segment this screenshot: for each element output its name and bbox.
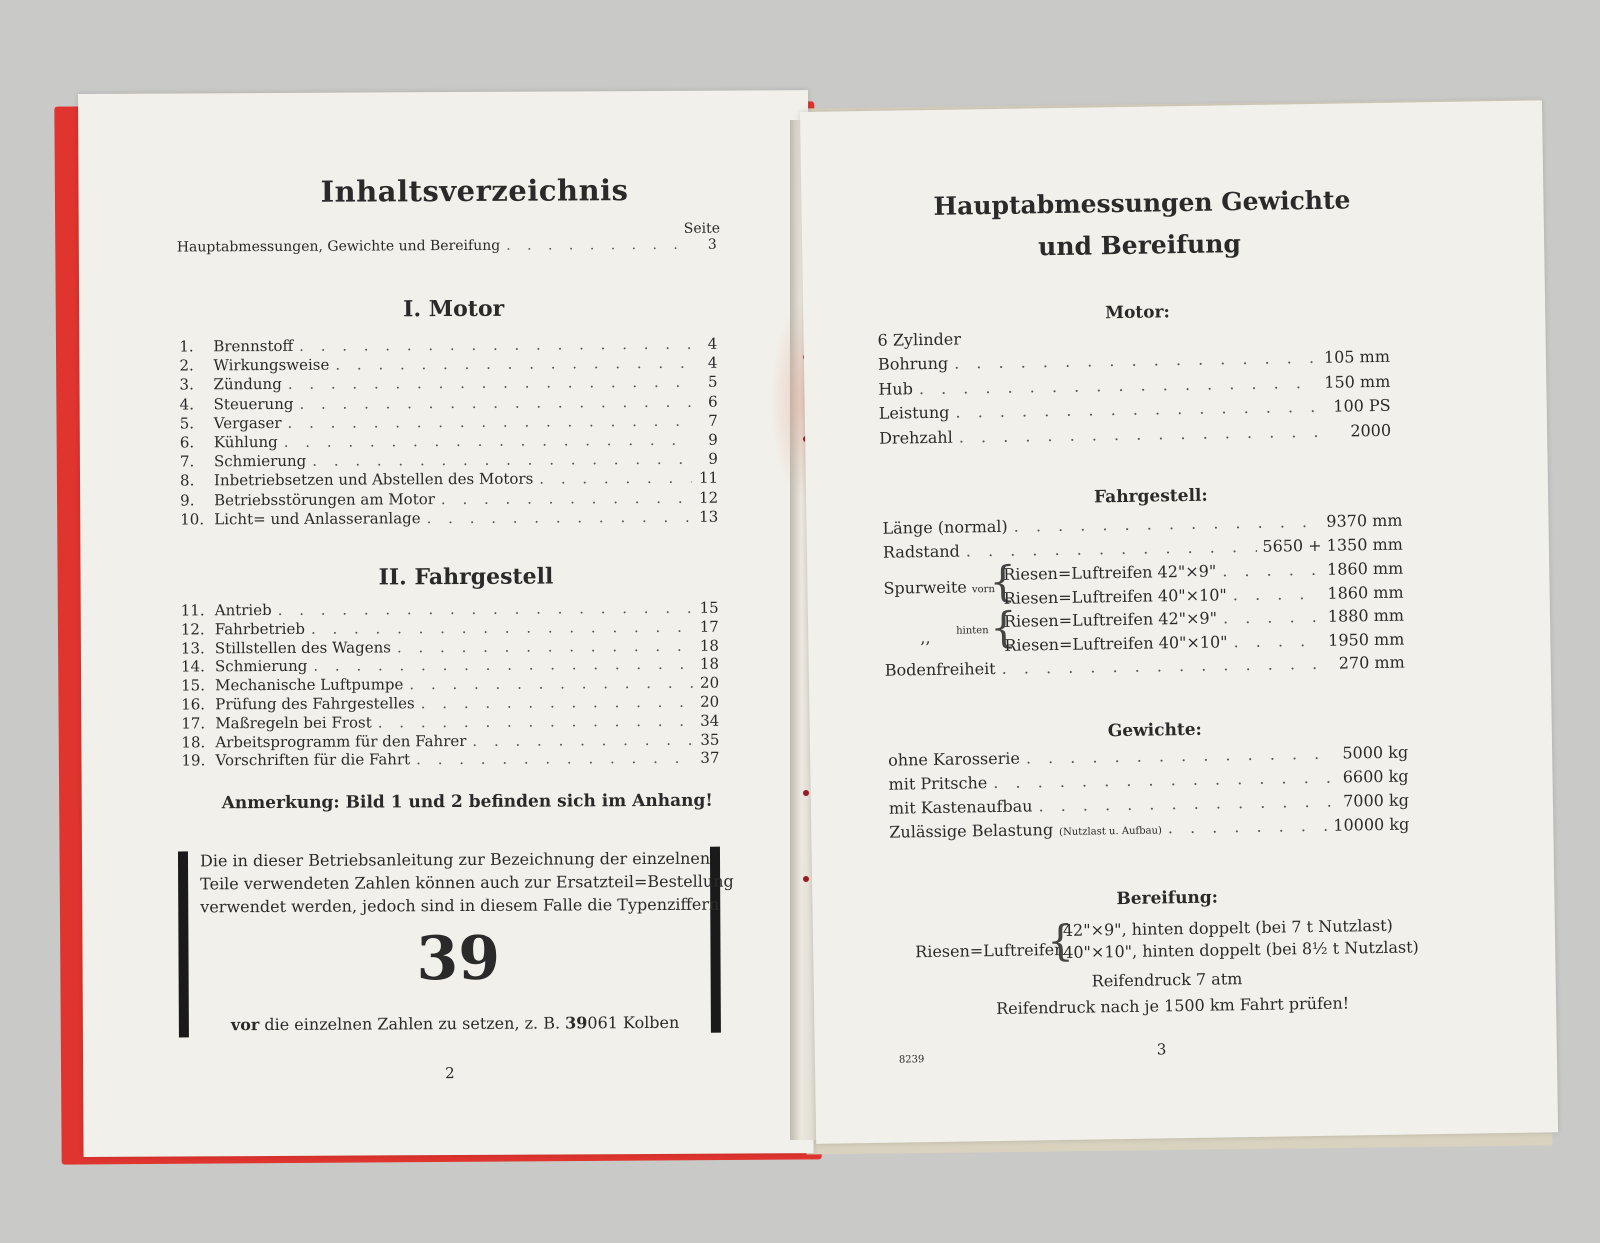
spurweite-row: Riesen=Luftreifen 40"×10" . . . 1950 mm <box>1004 629 1404 654</box>
toc-item: 7. Schmierung . . . 9 <box>180 450 718 471</box>
section-motor-title: I. Motor <box>403 295 505 323</box>
toc-item: 3. Zündung . . . 5 <box>179 373 717 394</box>
toc-item: 4. Steuerung . . . 6 <box>180 392 718 413</box>
toc-item: 2. Wirkungsweise . . . 4 <box>179 354 717 375</box>
box-text: Die in dieser Betriebsanleitung zur Bezeichnung der einzelnen Teile verwendeten Zahlen können auch zur Ersatzteil=Bestellung verwendet werden, jedoch sind in diesem Falle die Typenziffern <box>199 848 734 917</box>
toc-item: 1. Brennstoff . . . 4 <box>179 335 717 356</box>
cylinders: 6 Zylinder <box>877 329 962 350</box>
spurweite-row: Riesen=Luftreifen 40"×10" . . . 1860 mm <box>1004 582 1404 607</box>
motor-heading: Motor: <box>1105 302 1170 324</box>
left-page <box>78 90 814 1157</box>
gewicht-row: mit Pritsche . . . 6600 kg <box>888 767 1408 794</box>
bodenfreiheit-row: Bodenfreiheit . . . 270 mm <box>885 653 1405 680</box>
motor-spec-row: Bohrung . . . 105 mm <box>878 347 1390 374</box>
box-last-line: vor die einzelnen Zahlen zu setzen, z. B. 39061 Kolben <box>230 1012 680 1035</box>
toc-item: 6. Kühlung . . . 9 <box>180 431 718 452</box>
right-page-number: 3 <box>1156 1040 1167 1059</box>
stitch <box>803 876 809 882</box>
section-fahrgestell-title: II. Fahrgestell <box>378 563 554 591</box>
left-page-number: 2 <box>445 1064 455 1083</box>
laenge-row: Länge (normal) . . . 9370 mm <box>882 511 1402 538</box>
toc-item: 5. Vergaser . . . 7 <box>180 411 718 432</box>
bereifung-label: Riesen=Luftreifen <box>915 939 1065 962</box>
toc-item: 12. Fahrbetrieb . . . 17 <box>181 617 719 638</box>
spec-title-line1: Hauptabmessungen Gewichte <box>933 185 1351 221</box>
note: Anmerkung: Bild 1 und 2 befinden sich im Anhang! <box>221 790 713 814</box>
hinten-label: hinten <box>956 625 989 637</box>
toc-item: 8. Inbetriebsetzen und Abstellen des Motors . . . 11 <box>180 469 718 490</box>
toc-item: 13. Stillstellen des Wagens . . . 18 <box>181 636 719 657</box>
gewicht-row: ohne Karosserie . . . 5000 kg <box>888 743 1408 770</box>
ditto-mark: ,, <box>920 628 931 648</box>
box-left-bar <box>178 851 189 1037</box>
gewichte-heading: Gewichte: <box>1107 719 1203 742</box>
right-page <box>800 100 1558 1144</box>
toc-item: 18. Arbeitsprogramm für den Fahrer . . . 35 <box>181 730 719 751</box>
toc-item: 17. Maßregeln bei Frost . . . 34 <box>181 711 719 732</box>
motor-spec-row: Drehzahl . . . 2000 <box>879 420 1391 447</box>
stitch <box>803 790 809 796</box>
fahrgestell-heading: Fahrgestell: <box>1093 485 1208 508</box>
brace-vorn: { <box>989 556 1017 607</box>
seite-label: Seite <box>683 220 721 237</box>
brace-bereifung: { <box>1046 915 1075 966</box>
toc-item: 14. Schmierung . . . 18 <box>181 655 719 676</box>
toc-title: Inhaltsverzeichnis <box>320 173 629 209</box>
gewicht-row: mit Kastenaufbau . . . 7000 kg <box>889 791 1409 818</box>
print-code: 8239 <box>898 1054 925 1066</box>
toc-item: 19. Vorschriften für die Fahrt . . . 37 <box>181 749 719 770</box>
spurweite-label: Spurweite vorn <box>883 577 995 598</box>
big-number: 39 <box>416 923 501 995</box>
toc-item: 16. Prüfung des Fahrgestelles . . . 20 <box>181 693 719 714</box>
reifendruck-pruefen: Reifendruck nach je 1500 km Fahrt prüfen! <box>995 993 1350 1019</box>
toc-item: 11. Antrieb . . . 15 <box>181 599 719 620</box>
radstand-row: Radstand . . . 5650 + 1350 mm <box>883 535 1403 562</box>
spurweite-row: Riesen=Luftreifen 42"×9" . . . 1880 mm <box>1004 606 1404 631</box>
brace-hinten: { <box>989 602 1018 653</box>
toc-item: 15. Mechanische Luftpumpe . . . 20 <box>181 674 719 695</box>
bereifung-lines: 42"×9", hinten doppelt (bei 7 t Nutzlast) 40"×10", hinten doppelt (bei 8½ t Nutzlast) <box>1062 915 1419 962</box>
motor-spec-row: Leistung . . . 100 PS <box>879 396 1391 423</box>
toc-item: 10. Licht= und Anlasseranlage . . . 13 <box>180 507 718 528</box>
gewicht-row: Zulässige Belastung (Nutzlast u. Aufbau) . . . 10000 kg <box>889 815 1409 842</box>
reifendruck: Reifendruck 7 atm <box>1091 969 1243 991</box>
bereifung-heading: Bereifung: <box>1116 887 1219 910</box>
spec-title-line2: und Bereifung <box>1037 229 1242 262</box>
toc-item: 9. Betriebsstörungen am Motor . . . 12 <box>180 488 718 509</box>
motor-spec-row: Hub . . . 150 mm <box>878 371 1390 398</box>
toc-intro-entry: Hauptabmessungen, Gewichte und Bereifung . . . 3 <box>177 237 717 256</box>
spurweite-row: Riesen=Luftreifen 42"×9" . . . 1860 mm <box>1003 559 1403 584</box>
